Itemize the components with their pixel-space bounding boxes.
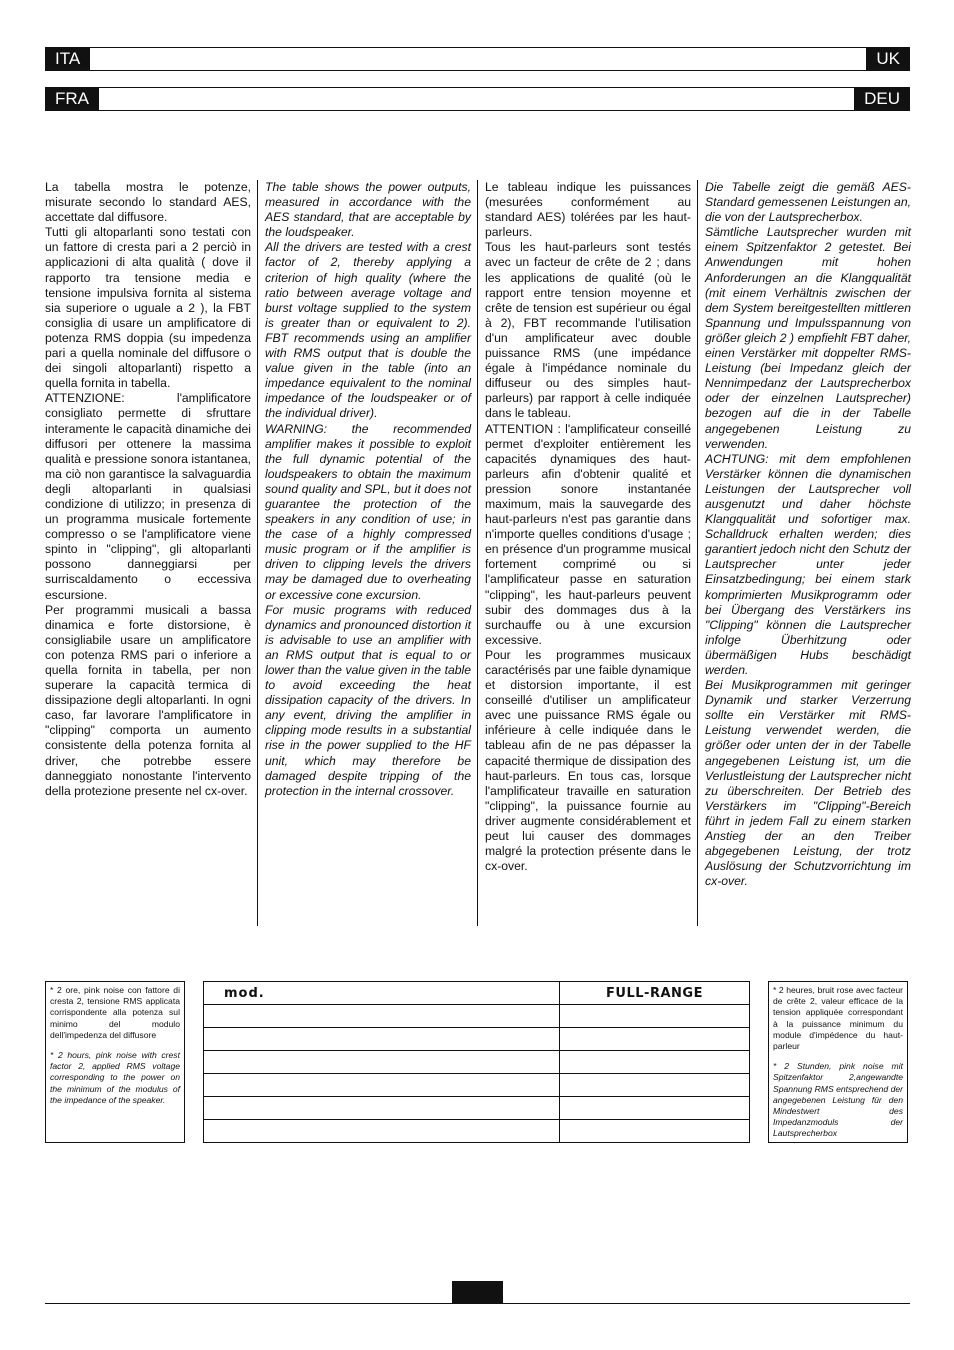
column-deu [705, 180, 911, 889]
column-uk [265, 180, 471, 799]
deu-para-2: Sämtliche Lautsprecher wurden mit einem Spitzenfaktor 2 getestet. Bei Anwendungen mit hohen Anforderungen an die Klangqualität (mit einem Verhältnis zwischen der dem System bereitgestellten mittleren Spannung und Impulsspannung von größer gleich 2 ) empfiehlt FBT daher, einen Verstärker mit doppelter RMS-Leistung (bei Impedanz gleich der Nennimpedanz der Lautsprecherbox oder der einzelnen Lautsprecher) bezogen auf die in der Tabelle angegebenen Leistung zu verwenden. [705, 225, 911, 451]
table-cell [560, 1097, 750, 1120]
uk-para-4: For music programs with reduced dynamics and pronounced distortion it is advisable to use an amplifier with an RMS output that is equal to or lower than the value given in the table to avoid exceeding the heat dissipation capacity of the drivers. In any event, driving the amplifier in clipping mode results in a substantial rise in the power supplied to the HF unit, which may therefore be damaged despite tripping of the protection in the internal crossover. [265, 602, 471, 798]
fra-para-1: Le tableau indique les puissances (mesurées conformément au standard AES) tolérées par les haut-parleurs. [485, 180, 691, 240]
uk-para-2: All the drivers are tested with a crest factor of 2, thereby applying a criterion of high quality (where the ratio between average voltage and burst voltage supplied to the system is greater than or equivalent to 2). FBT recommends using an amplifier with RMS output that is double the value given in the table (into an impedance equivalent to the nominal impedance of the loudspeaker or of the individual driver). [265, 240, 471, 421]
page-number-box [452, 1281, 503, 1303]
lang-tag-deu: DEU [854, 87, 910, 111]
ita-para-1: La tabella mostra le potenze, misurate secondo lo standard AES, accettate dal diffusore. [45, 180, 251, 225]
table-cell [204, 1097, 560, 1120]
table-header-model: mod. [204, 982, 560, 1005]
header-bar-ita-uk [45, 47, 910, 71]
fra-para-2: Tous les haut-parleurs sont testés avec un facteur de crête de 2 ; dans les applications de qualité (où le rapport entre tension moyenne et crête de tension est supérieur ou égal à 2), FBT recommande l'utilisation d'un amplificateur avec double puissance RMS (une impédance égale à l'impédance nominale du diffuseur ou des simples haut-parleurs) par rapport à celle indiquée dans le tableau. [485, 240, 691, 421]
table-cell [204, 1051, 560, 1074]
column-fra [485, 180, 691, 874]
table-cell [204, 1028, 560, 1051]
ita-para-3: ATTENZIONE: l'amplificatore consigliato permette di sfruttare interamente le capacità dinamiche dei diffusori per ottenere la massima qualità e pressione sonora istantanea, ma ciò non garantisce la salvaguardia degli altoparlanti in qualsiasi condizione di utilizzo; in presenza di un programma musicale fortemente compresso o se l'amplificatore viene spinto in "clipping", gli altoparlanti possono danneggiarsi per surriscaldamento o eccessiva escursione. [45, 391, 251, 602]
deu-para-4: Bei Musikprogrammen mit geringer Dynamik und starker Verzerrung sollte ein Verstärker mit RMS-Leistung verwendet werden, die größer oder unten der in der Tabelle angegebenen Leistung ist, um die Verlustleistung der Lautsprecher nicht zu überschreiten. Der Betrieb des Verstärkers im "Clipping"-Bereich führt in jedem Fall zu einem starken Anstieg der an den Treiber abgegebenen Leistung, der trotz Auslösung der Schutzvorrichtung im cx-over. [705, 678, 911, 889]
column-divider-2 [477, 180, 478, 926]
column-divider-1 [257, 180, 258, 926]
table-cell [560, 1051, 750, 1074]
table-cell [204, 1120, 560, 1143]
table-cell [560, 1028, 750, 1051]
table-row [204, 1120, 750, 1143]
footnote-left [45, 981, 185, 1143]
table-row [204, 1028, 750, 1051]
deu-para-3: ACHTUNG: mit dem empfohlenen Verstärker können die dynamischen Leistungen der Lautsprecher voll ausgenutzt und daher höchste Klangqualität und sofortiger max. Schalldruck erhalten werden; dies garantiert jedoch nicht den Schutz der Lautsprecher unter jeder Einsatzbedingung; bei einem stark komprimierten Musikprogramm oder bei Übergang des Verstärkers ins "Clipping" können die Lautsprecher infolge Überhitzung oder übermäßigen Hubs beschädigt werden. [705, 451, 911, 677]
table-row [204, 1097, 750, 1120]
table-header-full-range: FULL-RANGE [560, 982, 750, 1005]
footnote-ita: * 2 ore, pink noise con fattore di cresta 2, tensione RMS applicata corrispondente alla potenza sul minimo del modulo dell'impedenza del diffusore [50, 985, 180, 1040]
table-row [204, 1074, 750, 1097]
footnote-fra: * 2 heures, bruit rose avec facteur de crête 2, valeur efficace de la tension appliquée correspondant à la puissance minimum du module d'impédence du haut-parleur [773, 985, 903, 1052]
table-header-row [204, 982, 750, 1005]
table-cell [560, 1005, 750, 1028]
footer-rule [45, 1303, 910, 1304]
fra-para-3: ATTENTION : l'amplificateur conseillé permet d'exploiter entièrement les capacités dynamiques des haut-parleurs afin d'obtenir qualité et pression sonore instantanée maximum, mais la sauvegarde des haut-parleurs n'est pas garantie dans n'importe quelles conditions d'usage ; en présence d'un programme musical fortement comprimé ou si l'amplificateur passe en saturation "clipping", les haut-parleurs peuvent subir des dommages dus à la surchauffe ou à une excursion excessive. [485, 421, 691, 647]
footnote-right [768, 981, 908, 1143]
table-cell [560, 1074, 750, 1097]
power-spec-table [203, 981, 750, 1143]
lang-tag-fra: FRA [45, 87, 99, 111]
footnote-uk: * 2 hours, pink noise with crest factor 2, applied RMS voltage corresponding to the power on the minimum of the modulus of the impedance of the speaker. [50, 1050, 180, 1105]
deu-para-1: Die Tabelle zeigt die gemäß AES-Standard gemessenen Leistungen an, die von der Lautsprecherbox. [705, 180, 911, 225]
footnote-deu: * 2 Stunden, pink noise mit Spitzenfaktor 2,angewandte Spannung RMS entsprechend der angegebenen Leistung für den Mindestwert des Impedanzmoduls der Lautsprecherbox [773, 1061, 903, 1139]
ita-para-4: Per programmi musicali a bassa dinamica e forte distorsione, è consigliabile usare un amplificatore con potenza RMS pari o inferiore a quella fornita in tabella, per non superare la capacità termica di dissipazione degli altoparlanti. In ogni caso, far lavorare l'amplificatore in "clipping" comporta un aumento consistente della potenza fornita al driver, che potrebbe essere danneggiato nonostante l'intervento della protezione presente nel cx-over. [45, 602, 251, 798]
lang-tag-uk: UK [866, 47, 910, 71]
header-bar-fra-deu [45, 87, 910, 111]
table-cell [560, 1120, 750, 1143]
table-row [204, 1005, 750, 1028]
ita-para-2: Tutti gli altoparlanti sono testati con un fattore di cresta pari a 2 perciò in applicazioni di alta qualità ( dove il rapporto tra tensione media e tensione impulsiva fornita al sistema sia superiore o uguale a 2 ), la FBT consiglia di usare un amplificatore di potenza RMS doppia (su impedenza pari a quella nominale del diffusore o dei singoli altoparlanti) rispetto a quella fornita in tabella. [45, 225, 251, 391]
column-divider-3 [697, 180, 698, 926]
uk-para-1: The table shows the power outputs, measured in accordance with the AES standard, that are acceptable by the loudspeaker. [265, 180, 471, 240]
uk-para-3: WARNING: the recommended amplifier makes it possible to exploit the full dynamic potential of the loudspeakers to obtain the maximum sound quality and SPL, but it does not guarantee the protection of the speakers in any condition of use; in the case of a highly compressed music program or if the amplifier is driven to clipping levels the drivers may be damaged due to overheating or excessive cone excursion. [265, 421, 471, 602]
table-cell [204, 1005, 560, 1028]
table-row [204, 1051, 750, 1074]
column-ita [45, 180, 251, 799]
fra-para-4: Pour les programmes musicaux caractérisés par une faible dynamique et distorsion importante, il est conseillé d'utiliser un amplificateur avec une puissance RMS égale ou inférieure à celle indiquée dans le tableau afin de ne pas dépasser la capacité thermique de dissipation des haut-parleurs. En tous cas, lorsque l'amplificateur travaille en saturation "clipping", la puissance fournie au driver augmente considérablement et peut lui causer des dommages malgré la protection présente dans le cx-over. [485, 647, 691, 874]
table-cell [204, 1074, 560, 1097]
lang-tag-ita: ITA [45, 47, 90, 71]
